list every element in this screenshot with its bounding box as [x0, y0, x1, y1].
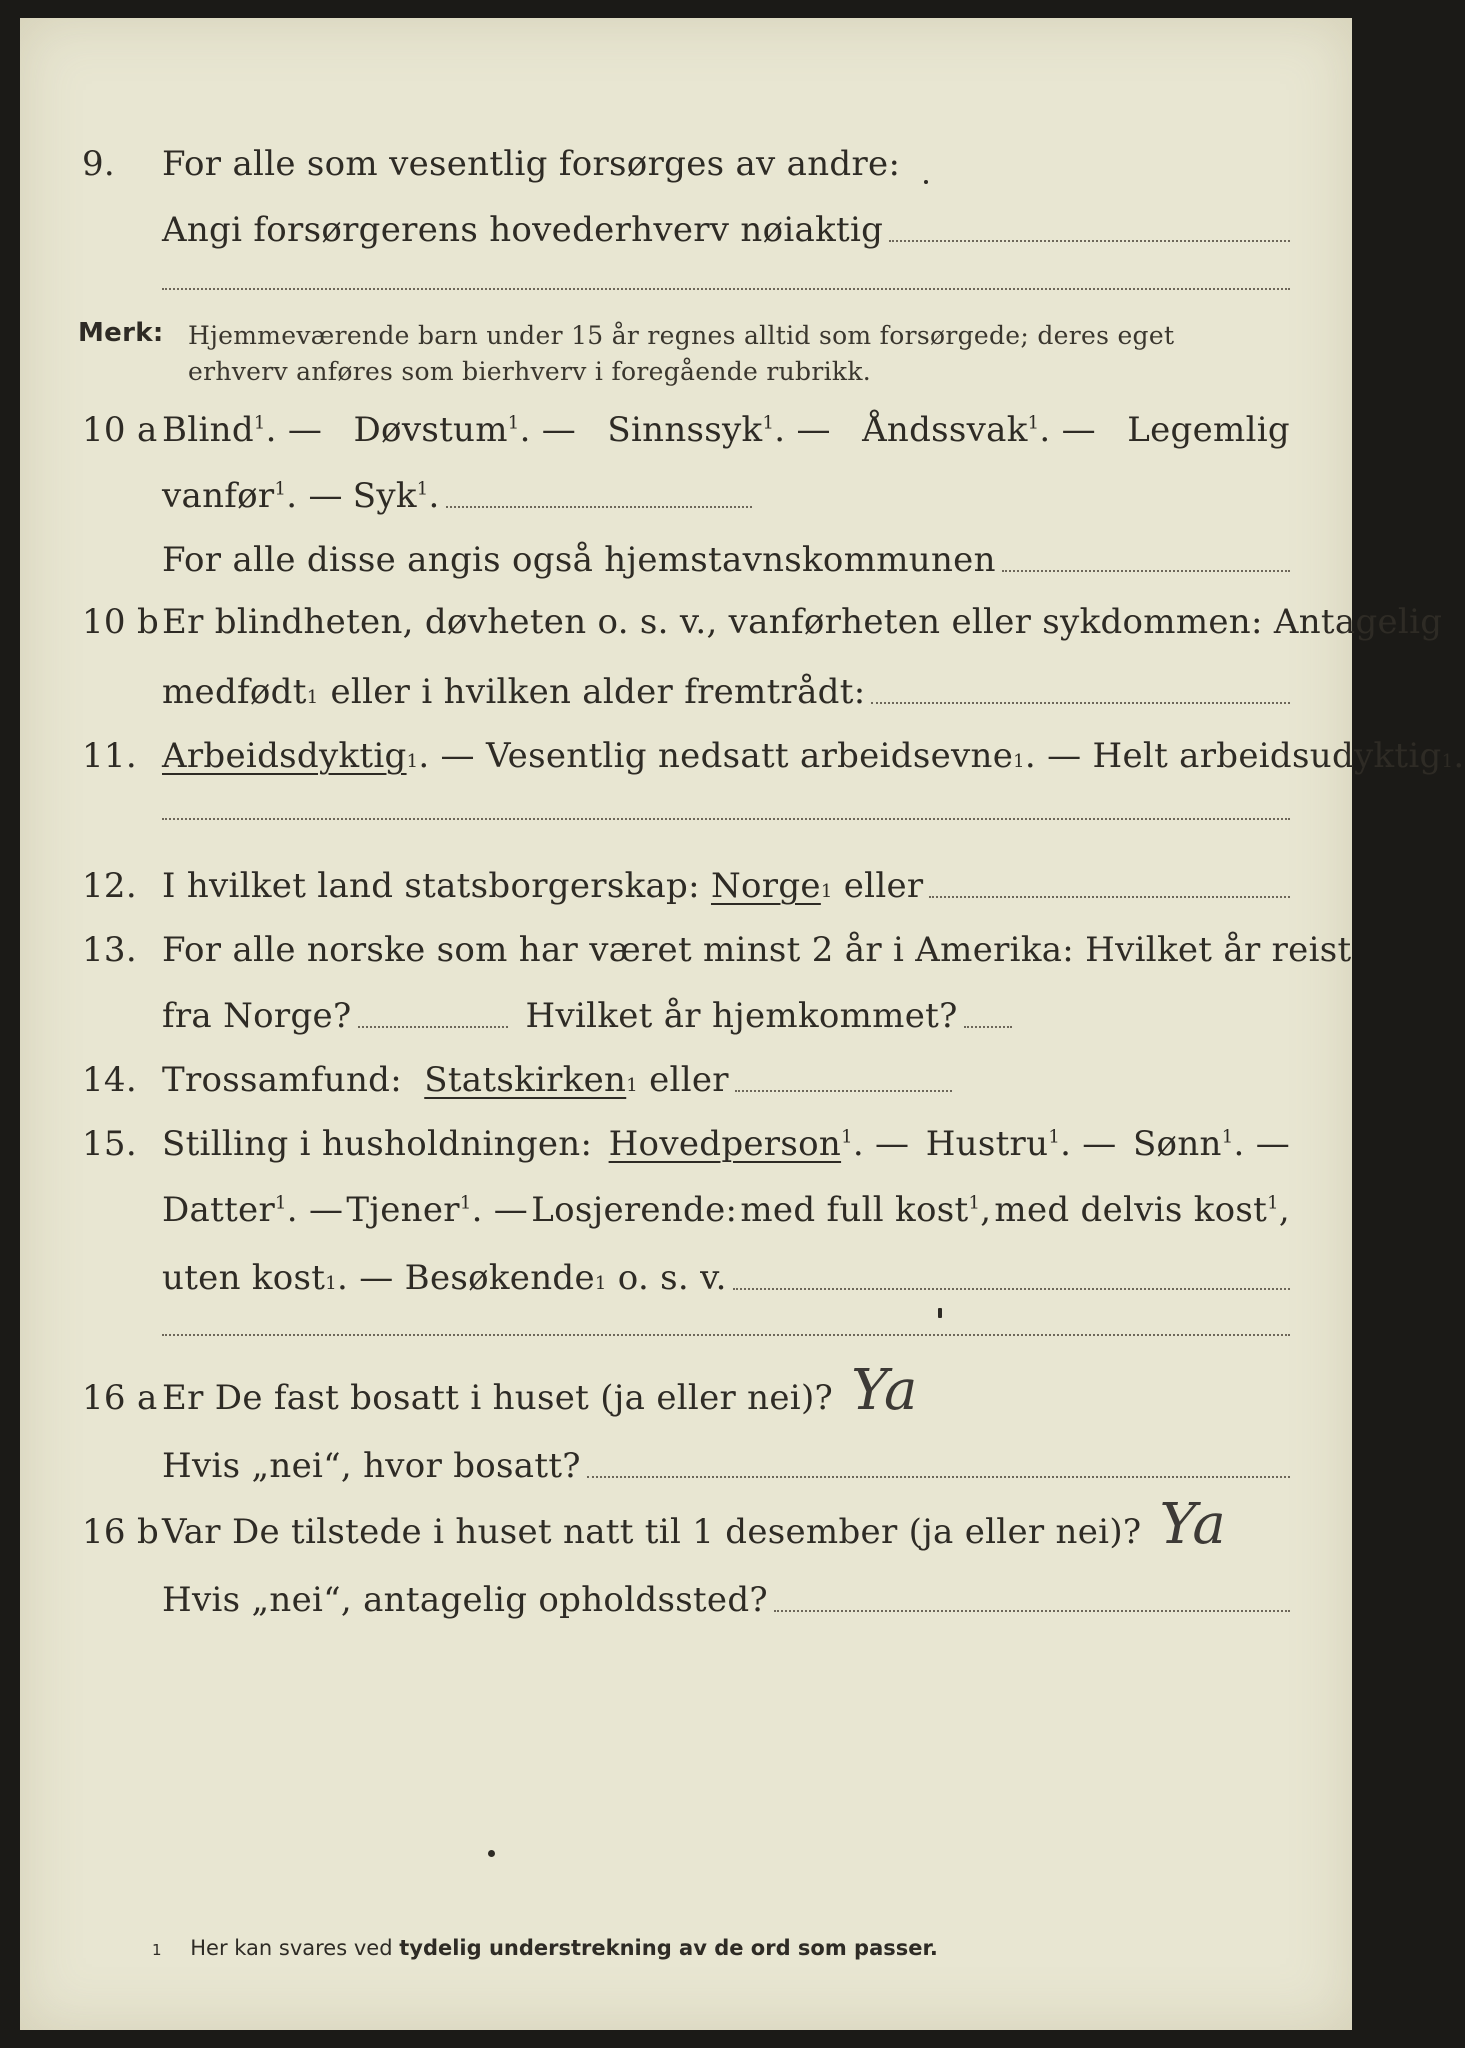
ink-speck [488, 1850, 495, 1857]
q10a-opt-syk: Syk [352, 476, 417, 516]
q10a-opt-andssvak: Åndssvak [862, 410, 1028, 450]
q16a-hvis-text: Hvis „nei“, hvor bosatt? [162, 1446, 581, 1486]
q15-opt-hustru: Hustru [925, 1124, 1049, 1164]
q10a-opt-dovstum: Døvstum [353, 410, 508, 450]
footnote-mark: 1 [152, 1941, 162, 1959]
q12-eller: eller [843, 866, 924, 906]
ink-speck [938, 1308, 942, 1318]
footnote-text-b: tydelig understrekning av de ord som passer. [399, 1936, 938, 1960]
q13-reist-line[interactable] [358, 1025, 508, 1028]
footnote [152, 1936, 938, 1960]
q10b-answer-line[interactable] [871, 701, 1290, 704]
q12-number: 12. [82, 866, 137, 906]
q14-opt-statskirken: Statskirken [424, 1060, 627, 1100]
q12-opt-norge: Norge [710, 866, 821, 906]
q13-reist-label: fra Norge? [162, 996, 352, 1036]
q13-number: 13. [82, 930, 137, 970]
q9-answer-line-2[interactable] [162, 288, 1290, 290]
q16b-number: 16 b [82, 1512, 160, 1552]
q15-opt-full-kost: med full kost [740, 1190, 969, 1230]
q11-opt-nedsatt: Vesentlig nedsatt arbeidsevne [485, 736, 1014, 776]
q9-text: For alle som vesentlig forsørges av andre: [162, 144, 901, 184]
q14-eller: eller [649, 1060, 729, 1100]
q10a-opt-legemlig: Legemlig [1127, 410, 1290, 450]
q10b-number: 10 b [82, 602, 160, 642]
q10a-opt-blind: Blind [162, 410, 254, 450]
q16b-hvis-text: Hvis „nei“, antagelig opholdssted? [162, 1580, 768, 1620]
q13-hjemkommet-line[interactable] [964, 1025, 1012, 1028]
q15-number: 15. [82, 1124, 137, 1164]
q11-answer-line[interactable] [162, 818, 1290, 820]
merk-label: Merk: [78, 318, 164, 348]
q15-opt-uten-kost: uten kost [162, 1258, 326, 1298]
q10a-opt-vanfor: vanfør [162, 476, 275, 516]
q10b-alder-text: eller i hvilken alder fremtrådt: [330, 672, 866, 712]
q15-answer-line-2[interactable] [162, 1334, 1290, 1336]
q12-text: I hvilket land statsborgerskap: [162, 866, 700, 906]
census-form-page: 9. For alle som vesentlig forsørges av andre: Angi forsørgerens hovederhverv nøiaktig Merk: Hjemmeværende barn under 15 år regnes alltid som forsørgede; deres eget erhverv anføres som bierhverv i foregående rubrikk. 10 a Blind$^1$. — Døvstum$^1$. — Sinnssyk$^1$. — Åndssvak$^1$. — Legemlig vanfør$^1$. — Syk$^1$. For alle disse angis også hjemstavnskommunen 10 b Er blindheten, døvheten o. s. v., vanførheten eller sykdommen: Antagelig medfødt 1 eller i hvilken alder fremtrådt: 11. Arbeidsdyktig 1 . — Vesentlig nedsatt arbeidsevne 1 . — Helt arbeidsudyktig 1 . 12. I hvilket land statsborgerskap: Norge 1 eller 13. For alle norske som har været minst 2 år i Amerika: Hvilket år reist fra Norge? Hvilket år hjemkommet? 14. Trossamfund: Statskirken 1 eller 15. Stilling i husholdningen: Hovedperson$^1$. — Hustru$^1$. — Sønn$^1$. — Datter$^1$. — Tjener$^1$. — Losjerende: med full kost$^1$, med delvis kost$^1$, uten kost 1 . — Besøkende 1 o. s. v. 16 a Er De fast bosatt i huset (ja eller nei)? Ya Hvis „nei“, hvor bosatt? 16 b Var De tilstede i huset natt til 1 desember (ja eller nei)? Ya Hvis „nei“, antagelig opholdssted? 1 Her kan svares ved tydelig understrekning av de ord som passer. [20, 18, 1352, 2030]
merk-text: Hjemmeværende barn under 15 år regnes alltid som forsørgede; deres eget erhverv anføres som bierhverv i foregående rubrikk. [188, 321, 1175, 386]
q15-opt-sonn: Sønn [1132, 1124, 1222, 1164]
q10a-number: 10 a [82, 410, 158, 450]
q14-answer-line[interactable] [735, 1089, 952, 1092]
q16a-answer-line[interactable] [587, 1475, 1290, 1478]
q14-number: 14. [82, 1060, 137, 1100]
q15-answer-line[interactable] [733, 1287, 1290, 1290]
q10a-hjemstavn-line[interactable] [1002, 569, 1290, 572]
q15-opt-datter: Datter [162, 1190, 276, 1230]
q15-opt-delvis-kost: med delvis kost [994, 1190, 1268, 1230]
q13-text: For alle norske som har været minst 2 år i Amerika: Hvilket år reist [162, 930, 1352, 970]
q11-opt-udyktig: Helt arbeidsudyktig [1092, 736, 1442, 776]
q11-opt-arbeidsdyktig: Arbeidsdyktig [162, 736, 407, 776]
q11-number: 11. [82, 736, 137, 776]
q10a-hjemstavn-text: For alle disse angis også hjemstavnskommunen [162, 540, 996, 580]
q9-subtext: Angi forsørgerens hovederhverv nøiaktig [162, 210, 884, 250]
q10a-answer-line[interactable] [446, 505, 752, 508]
q12-answer-line[interactable] [929, 895, 1290, 898]
q16a-text: Er De fast bosatt i huset (ja eller nei)? [162, 1378, 834, 1418]
q15-opt-hovedperson: Hovedperson [608, 1124, 842, 1164]
q15-losjerende: Losjerende: [531, 1190, 738, 1230]
ink-speck [924, 180, 928, 184]
footnote-text-a: Her kan svares ved [190, 1936, 393, 1960]
q9-answer-line[interactable] [889, 239, 1290, 242]
q15-osv: o. s. v. [617, 1258, 727, 1298]
q10b-medfodt: medfødt [162, 672, 307, 712]
q10a-opt-sinnssyk: Sinnssyk [607, 410, 763, 450]
q10b-text: Er blindheten, døvheten o. s. v., vanførheten eller sykdommen: Antagelig [162, 602, 1443, 642]
q9-number: 9. [82, 144, 116, 184]
q16b-answer-line[interactable] [774, 1609, 1290, 1612]
q14-text: Trossamfund: [162, 1060, 403, 1100]
q16b-text: Var De tilstede i huset natt til 1 desember (ja eller nei)? [162, 1512, 1142, 1552]
q15-text: Stilling i husholdningen: [162, 1124, 593, 1164]
q13-hjemkommet-label: Hvilket år hjemkommet? [525, 996, 958, 1036]
q15-opt-besokende: Besøkende [404, 1258, 595, 1298]
q16a-number: 16 a [82, 1378, 158, 1418]
q15-opt-tjener: Tjener [346, 1190, 460, 1230]
